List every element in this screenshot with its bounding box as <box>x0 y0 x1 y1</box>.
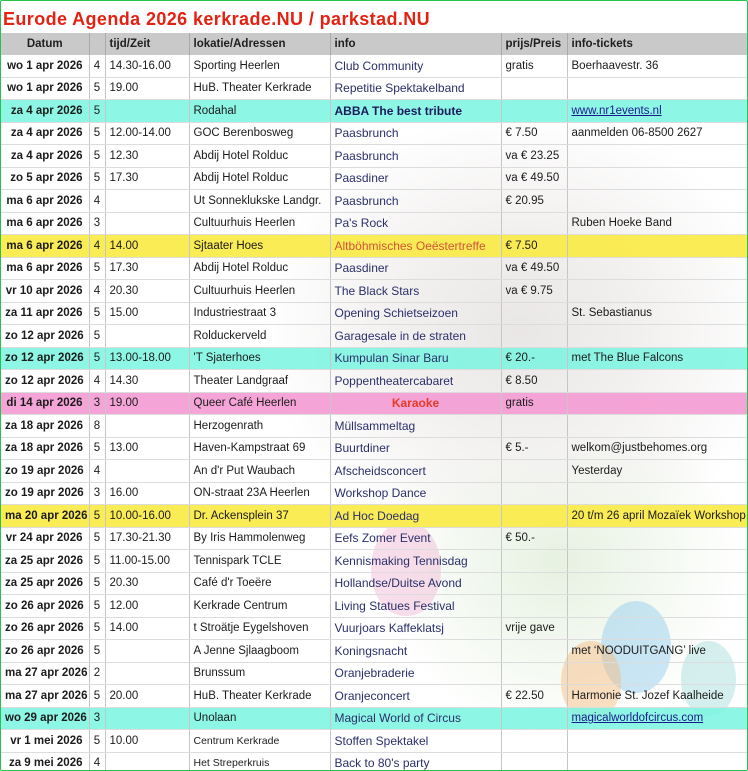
row-info: The Black Stars <box>330 280 501 303</box>
row-price <box>501 325 567 348</box>
row-day-count: 5 <box>89 685 105 708</box>
row-date: vr 1 mei 2026 <box>1 730 89 753</box>
row-tickets <box>567 280 748 303</box>
row-info: Afscheidsconcert <box>330 460 501 483</box>
row-day-count: 4 <box>89 370 105 393</box>
row-day-count: 5 <box>89 100 105 123</box>
row-time: 15.00 <box>105 302 189 325</box>
row-day-count: 5 <box>89 257 105 280</box>
row-location: By Iris Hammolenweg <box>189 527 330 550</box>
row-info: Poppentheatercabaret <box>330 370 501 393</box>
row-time: 16.00 <box>105 482 189 505</box>
row-location: t Stroätje Eygelshoven <box>189 617 330 640</box>
row-location: Brunssum <box>189 662 330 685</box>
row-info: Buurtdiner <box>330 437 501 460</box>
table-row <box>1 167 748 190</box>
row-location: Cultuurhuis Heerlen <box>189 280 330 303</box>
row-price: € 20.- <box>501 347 567 370</box>
table-row <box>1 145 748 168</box>
row-info: Pa's Rock <box>330 212 501 235</box>
row-date: vr 10 apr 2026 <box>1 280 89 303</box>
table-row <box>1 662 748 685</box>
row-info: Paasdiner <box>330 167 501 190</box>
row-time: 19.00 <box>105 392 189 415</box>
row-location: Herzogenrath <box>189 415 330 438</box>
row-info: Kumpulan Sinar Baru <box>330 347 501 370</box>
row-day-count: 3 <box>89 707 105 730</box>
row-date: ma 20 apr 2026 <box>1 505 89 528</box>
row-time <box>105 190 189 213</box>
table-row <box>1 482 748 505</box>
row-info: Koningsnacht <box>330 640 501 663</box>
row-day-count: 5 <box>89 730 105 753</box>
row-day-count: 5 <box>89 302 105 325</box>
row-location: A Jenne Sjlaagboom <box>189 640 330 663</box>
table-row <box>1 685 748 708</box>
row-tickets <box>567 617 748 640</box>
row-info: Karaoke <box>330 392 501 415</box>
header-prijs: prijs/Preis <box>501 33 567 55</box>
row-time <box>105 640 189 663</box>
row-price: gratis <box>501 55 567 77</box>
row-info: Altböhmisches Oeëstertreffe <box>330 235 501 258</box>
row-location: Haven-Kampstraat 69 <box>189 437 330 460</box>
row-time <box>105 752 189 771</box>
row-tickets <box>567 392 748 415</box>
row-day-count: 3 <box>89 392 105 415</box>
row-tickets: welkom@justbehomes.org <box>567 437 748 460</box>
row-tickets <box>567 235 748 258</box>
row-info: Club Community <box>330 55 501 77</box>
row-price <box>501 595 567 618</box>
row-location: Het Streperkruis <box>189 752 330 771</box>
row-day-count: 4 <box>89 280 105 303</box>
row-info: Paasdiner <box>330 257 501 280</box>
table-row <box>1 100 748 123</box>
row-time: 20.00 <box>105 685 189 708</box>
row-time <box>105 415 189 438</box>
row-time <box>105 707 189 730</box>
row-info: Hollandse/Duitse Avond <box>330 572 501 595</box>
row-time: 14.00 <box>105 617 189 640</box>
row-location: Industriestraat 3 <box>189 302 330 325</box>
row-location: Café d'r Toeëre <box>189 572 330 595</box>
row-location: Ut Sonneklukske Landgr. <box>189 190 330 213</box>
row-time: 14.30-16.00 <box>105 55 189 77</box>
row-day-count: 4 <box>89 460 105 483</box>
row-info: ABBA The best tribute <box>330 100 501 123</box>
row-tickets <box>567 167 748 190</box>
row-tickets <box>567 595 748 618</box>
table-row <box>1 595 748 618</box>
row-date: za 4 apr 2026 <box>1 100 89 123</box>
table-row <box>1 55 748 77</box>
row-date: zo 12 apr 2026 <box>1 325 89 348</box>
row-tickets: Ruben Hoeke Band <box>567 212 748 235</box>
row-price: € 20.95 <box>501 190 567 213</box>
row-tickets: aanmelden 06-8500 2627 <box>567 122 748 145</box>
row-day-count: 5 <box>89 122 105 145</box>
row-location: ON-straat 23A Heerlen <box>189 482 330 505</box>
row-location: Dr. Ackensplein 37 <box>189 505 330 528</box>
table-row <box>1 752 748 771</box>
table-row <box>1 325 748 348</box>
row-tickets <box>567 77 748 100</box>
table-row <box>1 302 748 325</box>
row-tickets: 20 t/m 26 april Mozaïek Workshop <box>567 505 748 528</box>
row-day-count: 5 <box>89 527 105 550</box>
row-tickets <box>567 325 748 348</box>
row-tickets <box>567 572 748 595</box>
row-time: 17.30-21.30 <box>105 527 189 550</box>
row-time: 19.00 <box>105 77 189 100</box>
row-price <box>501 730 567 753</box>
row-info: Vuurjoars Kaffeklatsj <box>330 617 501 640</box>
row-date: vr 24 apr 2026 <box>1 527 89 550</box>
row-day-count: 5 <box>89 640 105 663</box>
table-row <box>1 280 748 303</box>
row-day-count: 3 <box>89 482 105 505</box>
row-time <box>105 100 189 123</box>
row-location: Rolduckerveld <box>189 325 330 348</box>
row-price: vrije gave <box>501 617 567 640</box>
row-day-count: 5 <box>89 617 105 640</box>
row-price: € 8.50 <box>501 370 567 393</box>
row-tickets <box>567 752 748 771</box>
table-row <box>1 370 748 393</box>
row-time: 14.30 <box>105 370 189 393</box>
table-row <box>1 437 748 460</box>
page-title: Eurode Agenda 2026 kerkrade.NU / parkstad.NU <box>3 9 431 29</box>
row-location: Cultuurhuis Heerlen <box>189 212 330 235</box>
row-day-count: 5 <box>89 505 105 528</box>
row-day-count: 4 <box>89 190 105 213</box>
row-tickets <box>567 370 748 393</box>
row-day-count: 8 <box>89 415 105 438</box>
row-date: ma 6 apr 2026 <box>1 190 89 213</box>
row-price <box>501 662 567 685</box>
row-price <box>501 100 567 123</box>
table-row <box>1 347 748 370</box>
row-date: ma 6 apr 2026 <box>1 212 89 235</box>
row-date: zo 19 apr 2026 <box>1 482 89 505</box>
row-tickets[interactable]: www.nr1events.nl <box>567 100 748 123</box>
row-date: za 18 apr 2026 <box>1 437 89 460</box>
row-day-count: 5 <box>89 550 105 573</box>
table-row <box>1 640 748 663</box>
row-date: za 9 mei 2026 <box>1 752 89 771</box>
row-location: Abdij Hotel Rolduc <box>189 167 330 190</box>
row-info: Paasbrunch <box>330 145 501 168</box>
row-location: Centrum Kerkrade <box>189 730 330 753</box>
row-price: va € 49.50 <box>501 167 567 190</box>
row-tickets <box>567 415 748 438</box>
row-time <box>105 460 189 483</box>
header-tickets: info-tickets <box>567 33 748 55</box>
row-info: Paasbrunch <box>330 122 501 145</box>
row-tickets[interactable]: magicalworldofcircus.com <box>567 707 748 730</box>
row-info: Living Statues Festival <box>330 595 501 618</box>
row-price: € 5.- <box>501 437 567 460</box>
row-date: zo 12 apr 2026 <box>1 347 89 370</box>
table-row <box>1 235 748 258</box>
row-location: Kerkrade Centrum <box>189 595 330 618</box>
row-location: Sjtaater Hoes <box>189 235 330 258</box>
row-date: zo 5 apr 2026 <box>1 167 89 190</box>
row-info: Kennismaking Tennisdag <box>330 550 501 573</box>
row-info: Eefs Zomer Event <box>330 527 501 550</box>
row-info: Paasbrunch <box>330 190 501 213</box>
row-day-count: 2 <box>89 662 105 685</box>
table-row <box>1 707 748 730</box>
row-info: Repetitie Spektakelband <box>330 77 501 100</box>
row-time: 13.00-18.00 <box>105 347 189 370</box>
row-date: di 14 apr 2026 <box>1 392 89 415</box>
header-info: info <box>330 33 501 55</box>
row-tickets <box>567 550 748 573</box>
header-day-count <box>89 33 105 55</box>
table-row <box>1 617 748 640</box>
row-day-count: 3 <box>89 212 105 235</box>
table-row <box>1 257 748 280</box>
row-tickets: St. Sebastianus <box>567 302 748 325</box>
table-row <box>1 505 748 528</box>
row-location: Queer Café Heerlen <box>189 392 330 415</box>
row-date: za 4 apr 2026 <box>1 122 89 145</box>
row-day-count: 5 <box>89 77 105 100</box>
row-location: Abdij Hotel Rolduc <box>189 145 330 168</box>
row-tickets: Boerhaavestr. 36 <box>567 55 748 77</box>
row-day-count: 4 <box>89 55 105 77</box>
row-info: Garagesale in de straten <box>330 325 501 348</box>
header-tijd: tijd/Zeit <box>105 33 189 55</box>
row-tickets <box>567 190 748 213</box>
row-day-count: 5 <box>89 347 105 370</box>
row-time: 12.30 <box>105 145 189 168</box>
row-tickets <box>567 527 748 550</box>
row-location: Rodahal <box>189 100 330 123</box>
row-info: Magical World of Circus <box>330 707 501 730</box>
row-tickets: met The Blue Falcons <box>567 347 748 370</box>
row-price: va € 9.75 <box>501 280 567 303</box>
row-tickets: Harmonie St. Jozef Kaalheide <box>567 685 748 708</box>
row-date: zo 26 apr 2026 <box>1 595 89 618</box>
row-location: HuB. Theater Kerkrade <box>189 77 330 100</box>
row-time: 11.00-15.00 <box>105 550 189 573</box>
row-info: Workshop Dance <box>330 482 501 505</box>
row-time <box>105 662 189 685</box>
row-price: € 7.50 <box>501 122 567 145</box>
row-date: ma 6 apr 2026 <box>1 235 89 258</box>
row-location: Unolaan <box>189 707 330 730</box>
row-location: An d'r Put Waubach <box>189 460 330 483</box>
row-tickets: Yesterday <box>567 460 748 483</box>
row-time: 10.00-16.00 <box>105 505 189 528</box>
row-location: Sporting Heerlen <box>189 55 330 77</box>
row-day-count: 5 <box>89 572 105 595</box>
row-day-count: 5 <box>89 595 105 618</box>
row-price <box>501 640 567 663</box>
row-day-count: 5 <box>89 325 105 348</box>
table-row <box>1 190 748 213</box>
row-price <box>501 482 567 505</box>
row-date: zo 26 apr 2026 <box>1 640 89 663</box>
row-price: va € 49.50 <box>501 257 567 280</box>
row-info: Opening Schietseizoen <box>330 302 501 325</box>
row-price <box>501 752 567 771</box>
row-tickets: met ‘NOODUITGANG’ live <box>567 640 748 663</box>
row-price <box>501 572 567 595</box>
row-tickets <box>567 145 748 168</box>
row-time: 12.00 <box>105 595 189 618</box>
header-lokatie: lokatie/Adressen <box>189 33 330 55</box>
row-time: 17.30 <box>105 257 189 280</box>
row-day-count: 4 <box>89 235 105 258</box>
row-price: € 7.50 <box>501 235 567 258</box>
row-time: 12.00-14.00 <box>105 122 189 145</box>
row-time: 17.30 <box>105 167 189 190</box>
row-date: ma 27 apr 2026 <box>1 685 89 708</box>
row-location: HuB. Theater Kerkrade <box>189 685 330 708</box>
table-row <box>1 212 748 235</box>
row-date: wo 1 apr 2026 <box>1 55 89 77</box>
row-location: 'T Sjaterhoes <box>189 347 330 370</box>
row-location: GOC Berenbosweg <box>189 122 330 145</box>
row-date: wo 1 apr 2026 <box>1 77 89 100</box>
table-row <box>1 460 748 483</box>
header-row <box>1 33 748 55</box>
row-time: 14.00 <box>105 235 189 258</box>
table-row <box>1 415 748 438</box>
table-row <box>1 122 748 145</box>
row-price <box>501 550 567 573</box>
row-day-count: 5 <box>89 145 105 168</box>
row-day-count: 5 <box>89 167 105 190</box>
row-location: Abdij Hotel Rolduc <box>189 257 330 280</box>
row-date: za 11 apr 2026 <box>1 302 89 325</box>
row-price: va € 23.25 <box>501 145 567 168</box>
row-time <box>105 212 189 235</box>
row-time: 20.30 <box>105 280 189 303</box>
table-row <box>1 550 748 573</box>
row-date: ma 6 apr 2026 <box>1 257 89 280</box>
table-row <box>1 77 748 100</box>
row-price: gratis <box>501 392 567 415</box>
row-time: 13.00 <box>105 437 189 460</box>
row-date: zo 12 apr 2026 <box>1 370 89 393</box>
agenda-table <box>1 33 748 771</box>
row-price <box>501 707 567 730</box>
row-price <box>501 302 567 325</box>
row-date: za 4 apr 2026 <box>1 145 89 168</box>
table-row <box>1 730 748 753</box>
row-info: Müllsammeltag <box>330 415 501 438</box>
row-price: € 50.- <box>501 527 567 550</box>
row-tickets <box>567 662 748 685</box>
row-day-count: 4 <box>89 752 105 771</box>
row-price <box>501 415 567 438</box>
row-location: Tennispark TCLE <box>189 550 330 573</box>
row-time: 20.30 <box>105 572 189 595</box>
row-info: Back to 80's party <box>330 752 501 771</box>
row-date: za 25 apr 2026 <box>1 550 89 573</box>
row-time: 10.00 <box>105 730 189 753</box>
header-datum: Datum <box>1 33 89 55</box>
row-price <box>501 77 567 100</box>
row-info: Oranjebraderie <box>330 662 501 685</box>
row-location: Theater Landgraaf <box>189 370 330 393</box>
row-date: ma 27 apr 2026 <box>1 662 89 685</box>
row-date: za 18 apr 2026 <box>1 415 89 438</box>
row-price: € 22.50 <box>501 685 567 708</box>
row-tickets <box>567 482 748 505</box>
row-day-count: 5 <box>89 437 105 460</box>
row-info: Ad Hoc Doedag <box>330 505 501 528</box>
table-row <box>1 572 748 595</box>
row-tickets <box>567 257 748 280</box>
row-date: wo 29 apr 2026 <box>1 707 89 730</box>
row-price <box>501 505 567 528</box>
row-date: zo 26 apr 2026 <box>1 617 89 640</box>
table-row <box>1 527 748 550</box>
row-time <box>105 325 189 348</box>
row-tickets <box>567 730 748 753</box>
row-date: za 25 apr 2026 <box>1 572 89 595</box>
table-row <box>1 392 748 415</box>
row-date: zo 19 apr 2026 <box>1 460 89 483</box>
row-info: Stoffen Spektakel <box>330 730 501 753</box>
row-price <box>501 460 567 483</box>
row-info: Oranjeconcert <box>330 685 501 708</box>
row-price <box>501 212 567 235</box>
